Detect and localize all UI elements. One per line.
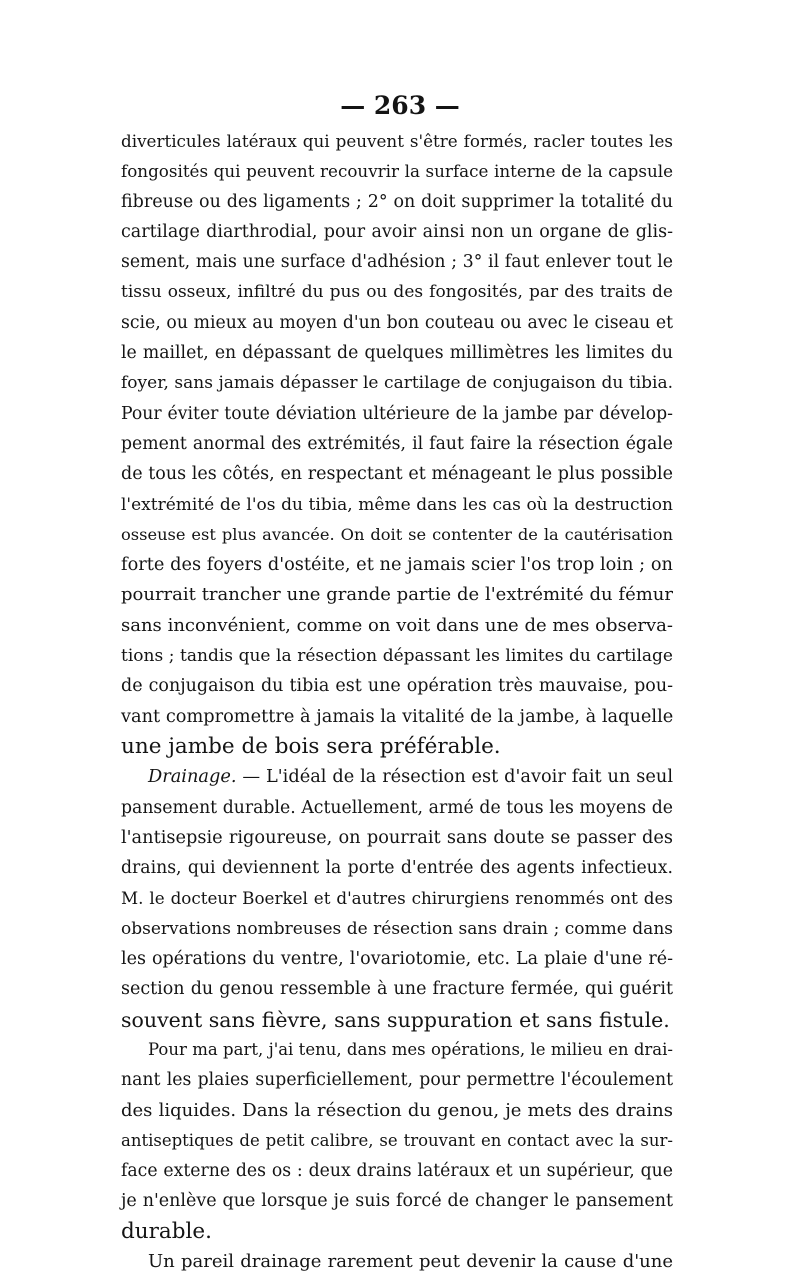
- text-line: tions ; tandis que la résection dépassant les limites du cartilage: [121, 646, 673, 667]
- text-line: section du genou ressemble à une fracture fermée, qui guérit: [121, 979, 673, 1000]
- paragraph: [121, 762, 673, 1035]
- text-line: pansement durable. Actuellement, armé de tous les moyens de: [121, 797, 673, 818]
- text-line: M. le docteur Boerkel et d'autres chirurgiens renommés ont des: [121, 888, 673, 909]
- text-line: antiseptiques de petit calibre, se trouvant en contact avec la sur-: [121, 1130, 673, 1150]
- text-line: durable.: [121, 1218, 212, 1244]
- paragraph: [121, 1035, 673, 1247]
- text-line: fongosités qui peuvent recouvrir la surface interne de la capsule: [121, 161, 673, 182]
- text-line: de tous les côtés, en respectant et ménageant le plus possible: [121, 464, 673, 485]
- text-line: je n'enlève que lorsque je suis forcé de changer le pansement: [121, 1191, 673, 1212]
- text-line: Pour éviter toute déviation ultérieure de la jambe par dévelop-: [121, 403, 673, 424]
- text-line: pourrait trancher une grande partie de l'extrémité du fémur: [121, 584, 673, 606]
- text-line: Pour ma part, j'ai tenu, dans mes opérations, le milieu en drai-: [148, 1039, 673, 1059]
- text-line: de conjugaison du tibia est une opération très mauvaise, pou-: [121, 676, 673, 697]
- text-line: cartilage diarthrodial, pour avoir ainsi non un organe de glis-: [121, 221, 673, 242]
- text-line: Un pareil drainage rarement peut devenir la cause d'une: [148, 1250, 673, 1272]
- text-line: diverticules latéraux qui peuvent s'être formés, racler toutes les: [121, 131, 673, 151]
- text-line: souvent sans fièvre, sans suppuration et sans fistule.: [121, 1007, 670, 1032]
- text-line: l'extrémité de l'os du tibia, même dans les cas où la destruction: [121, 494, 673, 515]
- text-line: nant les plaies superficiellement, pour permettre l'écoulement: [121, 1070, 673, 1091]
- text-line: osseuse est plus avancée. On doit se contenter de la cautérisation: [121, 524, 673, 544]
- text-line: face externe des os : deux drains latéraux et un supérieur, que: [121, 1161, 673, 1182]
- text-line: foyer, sans jamais dépasser le cartilage de conjugaison du tibia.: [121, 373, 673, 394]
- text-line: sans inconvénient, comme on voit dans une de mes observa-: [121, 614, 673, 636]
- section-heading: Drainage.: [148, 767, 237, 788]
- text-line: forte des foyers d'ostéite, et ne jamais scier l'os trop loin ; on: [121, 555, 673, 576]
- text-line: une jambe de bois sera préférable.: [121, 733, 501, 759]
- text-line: l'antisepsie rigoureuse, on pourrait sans doute se passer des: [121, 827, 673, 848]
- text-line: pement anormal des extrémités, il faut faire la résection égale: [121, 433, 673, 454]
- text-line: tissu osseux, infiltré du pus ou des fongosités, par des traits de: [121, 282, 673, 303]
- text-line-content: — L'idéal de la résection est d'avoir fait un seul: [242, 767, 673, 788]
- text-line: vant compromettre à jamais la vitalité de la jambe, à laquelle: [121, 706, 674, 727]
- text-line: les opérations du ventre, l'ovariotomie, etc. La plaie d'une ré-: [121, 949, 673, 970]
- text-line: le maillet, en dépassant de quelques millimètres les limites du: [121, 343, 673, 364]
- page-number: — 263 —: [340, 91, 460, 120]
- text-line: [121, 762, 673, 792]
- text-line: observations nombreuses de résection sans drain ; comme dans: [121, 918, 673, 939]
- body-text: [121, 126, 673, 1277]
- text-line: scie, ou mieux au moyen d'un bon couteau ou avec le ciseau et: [121, 312, 673, 333]
- text-line: des liquides. Dans la résection du genou, je mets des drains: [121, 1099, 673, 1121]
- text-line: sement, mais une surface d'adhésion ; 3° il faut enlever tout le: [121, 252, 673, 273]
- text-line: drains, qui deviennent la porte d'entrée des agents infectieux.: [121, 858, 673, 879]
- text-line: fibreuse ou des ligaments ; 2° on doit supprimer la totalité du: [121, 191, 673, 212]
- paragraph: [121, 126, 673, 762]
